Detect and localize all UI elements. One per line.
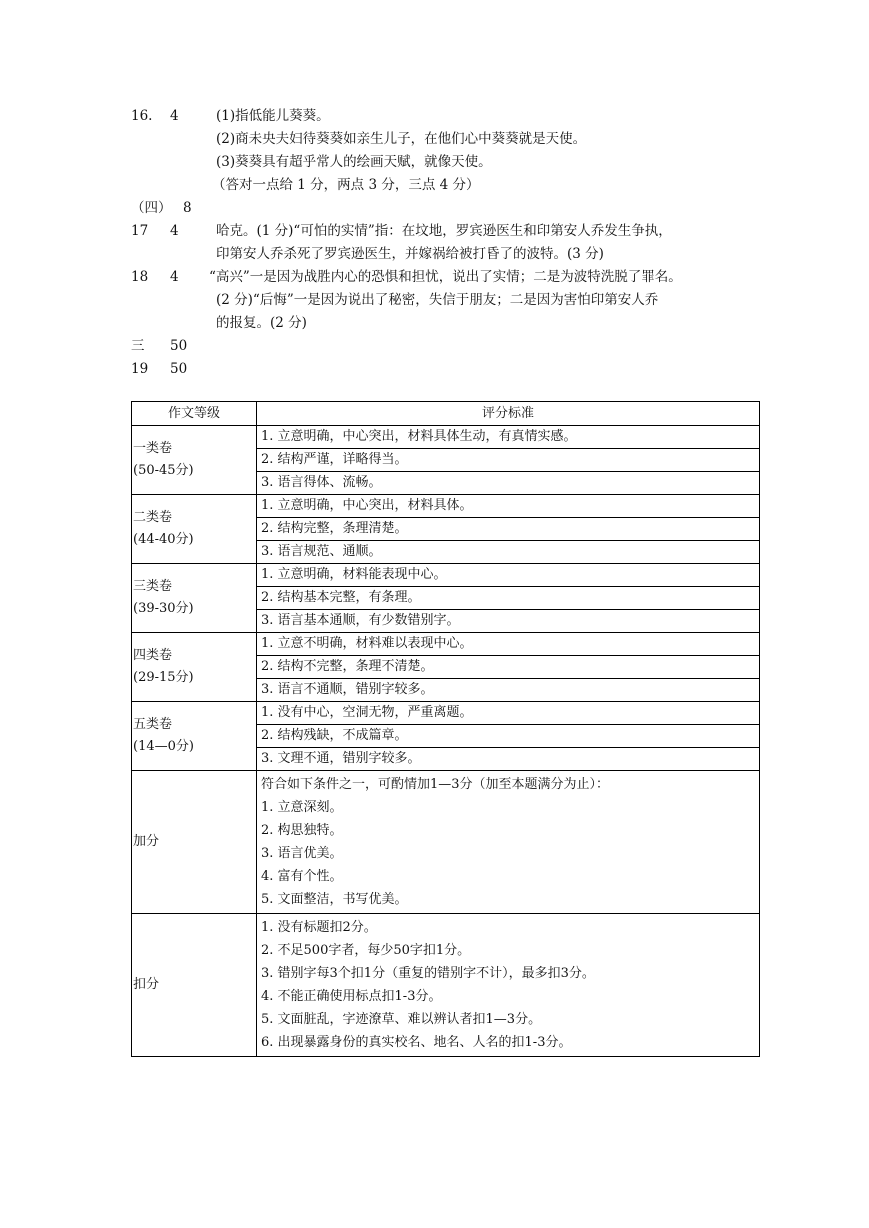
level-3-criterion-2: 2. 结构基本完整，有条理。 (257, 587, 760, 610)
level-3-name: 三类卷 (133, 579, 173, 594)
level-2-range: (44-40分) (133, 532, 194, 547)
level-2-grade (132, 495, 257, 564)
level-1-criterion-3: 3. 语言得体、流畅。 (257, 472, 760, 495)
level-1-name: 一类卷 (133, 441, 173, 456)
q17-line-1: 哈克。(1 分)“可怕的实情”指：在坟地，罗宾逊医生和印第安人乔发生争执， (216, 223, 672, 239)
section-4-score: 8 (183, 200, 192, 216)
level-1-row-1 (132, 426, 760, 449)
deduct-line-4: 4. 不能正确使用标点扣1-3分。 (261, 989, 442, 1004)
header-criteria: 评分标准 (257, 402, 760, 426)
deduct-line-1: 1. 没有标题扣2分。 (261, 920, 377, 935)
level-4-criterion-1: 1. 立意不明确，材料难以表现中心。 (257, 633, 760, 656)
q16-line-3: (3)葵葵具有超乎常人的绘画天赋，就像天使。 (216, 154, 492, 170)
q17-score: 4 (170, 223, 179, 239)
bonus-line-2: 1. 立意深刻。 (261, 800, 343, 815)
level-2-name: 二类卷 (133, 510, 173, 525)
level-2-criterion-2: 2. 结构完整，条理清楚。 (257, 518, 760, 541)
level-2-criterion-1: 1. 立意明确，中心突出，材料具体。 (257, 495, 760, 518)
level-1-criterion-1: 1. 立意明确，中心突出，材料具体生动，有真情实感。 (257, 426, 760, 449)
rubric-table (131, 401, 760, 1057)
deduct-row (132, 914, 760, 1057)
bonus-label: 加分 (132, 771, 257, 914)
q18-number: 18 (131, 269, 149, 285)
level-5-range: (14—0分) (133, 739, 194, 754)
deduct-line-6: 6. 出现暴露身份的真实校名、地名、人名的扣1-3分。 (261, 1035, 572, 1050)
level-5-criterion-1: 1. 没有中心，空洞无物，严重离题。 (257, 702, 760, 725)
section-3-score: 50 (170, 338, 188, 354)
deduct-line-2: 2. 不足500字者，每少50字扣1分。 (261, 943, 471, 958)
level-4-name: 四类卷 (133, 648, 173, 663)
level-5-grade (132, 702, 257, 771)
level-1-grade (132, 426, 257, 495)
bonus-line-4: 3. 语言优美。 (261, 846, 343, 861)
deduct-line-3: 3. 错别字每3个扣1分（重复的错别字不计），最多扣3分。 (261, 966, 595, 981)
level-1-range: (50-45分) (133, 463, 194, 478)
rubric-header-row (132, 402, 760, 426)
level-4-row-1 (132, 633, 760, 656)
level-3-row-1 (132, 564, 760, 587)
level-4-grade (132, 633, 257, 702)
level-4-criterion-3: 3. 语言不通顺，错别字较多。 (257, 679, 760, 702)
q18-line-2: (2 分)“后悔”一是因为说出了秘密，失信于朋友；二是因为害怕印第安人乔 (216, 292, 659, 308)
q16-line-1: (1)指低能儿葵葵。 (216, 108, 330, 124)
level-5-row-1 (132, 702, 760, 725)
level-3-range: (39-30分) (133, 601, 194, 616)
q17-number: 17 (131, 223, 149, 239)
level-1-criterion-2: 2. 结构严谨，详略得当。 (257, 449, 760, 472)
level-5-criterion-2: 2. 结构残缺，不成篇章。 (257, 725, 760, 748)
bonus-line-6: 5. 文面整洁，书写优美。 (261, 892, 408, 907)
q16-score: 4 (170, 108, 179, 124)
bonus-line-1: 符合如下条件之一，可酌情加1—3分（加至本题满分为止）： (261, 777, 610, 792)
deduct-label: 扣分 (132, 914, 257, 1057)
q19-number: 19 (131, 361, 149, 377)
level-3-grade (132, 564, 257, 633)
q16-number: 16. (131, 108, 153, 124)
deduct-criteria (257, 914, 760, 1057)
section-3-label: 三 (131, 338, 145, 354)
header-grade: 作文等级 (132, 402, 257, 426)
q17-line-2: 印第安人乔杀死了罗宾逊医生，并嫁祸给被打昏了的波特。(3 分) (216, 246, 604, 262)
level-5-name: 五类卷 (133, 717, 173, 732)
bonus-line-5: 4. 富有个性。 (261, 869, 343, 884)
level-4-range: (29-15分) (133, 670, 194, 685)
q16-line-2: (2)商未央夫妇待葵葵如亲生儿子，在他们心中葵葵就是天使。 (216, 131, 587, 147)
section-4-label: （四） (131, 200, 172, 216)
level-5-criterion-3: 3. 文理不通，错别字较多。 (257, 748, 760, 771)
bonus-row (132, 771, 760, 914)
q18-line-1: “高兴”一是因为战胜内心的恐惧和担忧，说出了实情；二是为波特洗脱了罪名。 (209, 269, 682, 285)
q19-score: 50 (170, 361, 188, 377)
deduct-line-5: 5. 文面脏乱，字迹潦草、难以辨认者扣1—3分。 (261, 1012, 542, 1027)
q18-line-3: 的报复。(2 分) (216, 315, 307, 331)
q18-score: 4 (170, 269, 179, 285)
bonus-criteria (257, 771, 760, 914)
level-4-criterion-2: 2. 结构不完整，条理不清楚。 (257, 656, 760, 679)
q16-line-4: （答对一点给 1 分，两点 3 分，三点 4 分） (212, 177, 480, 193)
level-3-criterion-1: 1. 立意明确，材料能表现中心。 (257, 564, 760, 587)
level-2-criterion-3: 3. 语言规范、通顺。 (257, 541, 760, 564)
bonus-line-3: 2. 构思独特。 (261, 823, 343, 838)
level-2-row-1 (132, 495, 760, 518)
level-3-criterion-3: 3. 语言基本通顺，有少数错别字。 (257, 610, 760, 633)
